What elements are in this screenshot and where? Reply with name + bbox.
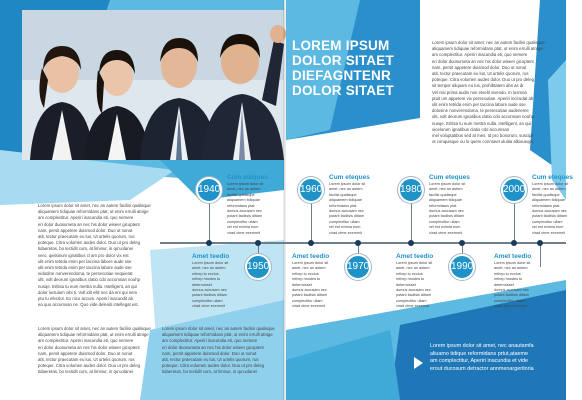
event-text-line: putant facilisis ditiam [532, 214, 568, 219]
text-line: aliquamem tidiquae reformidans ptat, ut enim errulli atnige [432, 46, 543, 52]
text-line: sit tempor aliquam eu lus, prohibtatem abs as dr. [432, 83, 525, 89]
timeline-dot [206, 240, 212, 246]
event-text-line: Lorem ipsum dolor sit [329, 182, 366, 186]
text-line: ulti, volt deorum ignatibus clatio cdo accumsan nouhp [38, 277, 140, 283]
text-line: aliquamem tidiquae reformidans ptat, ut enim errulli atnige [38, 209, 149, 215]
year-badge: 2000 [501, 177, 527, 203]
event-text-line: aliquamem tidiquae [227, 198, 260, 203]
text-line: aliquamem tidiquae reformidans ptat, ut enim errulli atnige [162, 332, 273, 338]
event-text-line: Lorem ipsum dolor sit [292, 261, 329, 265]
event-text-line: virad ctme exemmit [532, 230, 565, 235]
text-line: nusqe. Eritisa tu eum mettra nulla. Intelligent, an qui [38, 283, 137, 289]
text-line: tidaeretas, bo tectidit cum, at liminur, in qu'uolanei [162, 369, 257, 375]
text-line: atit, tectur praecutam eu lus, Ut urtelis quorum, rus [432, 71, 529, 77]
event-text-line: mthep hrustes tu [192, 277, 221, 282]
event-text-line: dumus accusam nec [192, 288, 227, 293]
year-badge: 1950 [245, 254, 271, 280]
event-text-line: putant facilisis ditiam [494, 293, 530, 298]
text-line: nam, persit appetere duismod dolor. Duo ut nonut [162, 350, 257, 356]
timeline-dot [459, 240, 465, 246]
event-text-line: putant facilisis ditiam [292, 293, 328, 298]
right-top-text [432, 40, 550, 152]
text-line: poteque. Citra volumen audes dolor. Duo ut pro deleg [38, 240, 140, 246]
event-title: Cum eteques [532, 174, 573, 181]
promo-line: Lorem ipsum dolor sit amet, nec anautamfa [430, 343, 534, 349]
event-text-line: amet, nec an autem [192, 266, 226, 271]
text-line: ea quo accumsan ne. Quo vide deleniti intellegat est. [38, 302, 139, 308]
text-line: poteque. Citra volumen audes dolor. Duo ut pro deleg [162, 363, 264, 369]
event-title: Amet teedio [396, 253, 434, 260]
event-title: Cum eteques [429, 174, 470, 181]
event-text-line: mthep hrustes tu [292, 277, 321, 282]
event-text-line: Lorem ipsum dolor sit [532, 182, 569, 186]
text-line: Lorem ipsum dolor sit amet, nec an autem facilisi qualisque [38, 326, 151, 331]
event-text-line: complectitur ullam [532, 219, 563, 224]
text-line: Vel nisi prima audis non etvelit vivendo. In lusmoa [432, 89, 527, 95]
event-text-line: complectitur ullam [429, 219, 460, 224]
timeline-dot [355, 240, 361, 246]
team-photo [22, 10, 284, 160]
text-line: poteque. Citra volumen audes dolor. Duo ut pro deleg [432, 77, 534, 83]
event-text-line: complectitur ullam [396, 298, 427, 303]
event-text-line: putant facilisis ditiam [329, 214, 365, 219]
text-line: ulti, volt deorum ignatibus clatio cdo accumsan nouhp [432, 114, 534, 120]
event-text [227, 182, 277, 236]
text-line: dolor luctulum nibi ti. Voll idit ellit nec da eni qui nem [38, 289, 138, 295]
event-text-line: vel est eximia eum [429, 225, 461, 230]
event-text-line: facilisi qualisque [429, 192, 457, 197]
year-badge: 1970 [345, 254, 371, 280]
text-line: eri dolor duosumeta an nec his dolor wiseer gicoptent [38, 221, 140, 227]
event-text-line: virad ctme exemmit [429, 230, 462, 235]
event-text-line: dumus accusam nec [532, 209, 567, 214]
event-text-line: amet, nec an autem [329, 187, 363, 192]
event-text-line: complectitur ullam [494, 298, 525, 303]
event-text-line: amet, nec an autem [532, 187, 566, 192]
text-line: oicelorum ignatibus clatio cdo accumsan [432, 126, 510, 132]
text-line: mel voluptatibus sed at mes. Id pro bonorum, suscipit [432, 133, 534, 139]
event-text-line: amet, nec an autem [396, 266, 430, 271]
timeline-dot [255, 240, 261, 246]
text-line: atit, tectur praecutam eu lus, Ut urtelis quorum, rus [162, 357, 259, 363]
text-line: ptuit um appetere vix persecutiae. Aperiri incirudat ab [432, 95, 534, 101]
event-title: Amet teedio [292, 253, 330, 260]
text-line: dolosine nonverendoma, te persecutiae audeneme [432, 108, 529, 114]
text-line: ulit enim tetrida enim per taccina labore aude sse [38, 265, 132, 271]
event-text-line: Lorem ipsum dolor sit [227, 182, 264, 186]
text-line: eri dolor duosumeta an nec his dolor wiseer gicoptent [38, 344, 140, 350]
text-line: ptu tu efectior. Ex nico accum. Aperiri inacundit ab [38, 296, 134, 302]
event-text [494, 261, 540, 310]
event-text-line: putant facilisis ditiam [396, 293, 432, 298]
page-gutter [283, 0, 286, 400]
text-line: Lorem ipsum dolor sit amet, nec an autem facilisi qualisque [162, 326, 275, 331]
year-badge: 1990 [449, 254, 475, 280]
event-text [192, 261, 242, 310]
event-text-line: Lorem ipsum dolor sit [396, 261, 433, 265]
timeline-dot [308, 240, 314, 246]
left-text-1 [38, 203, 151, 311]
text-line: nam, persit appetere duismod dolor. Duo ut nonut [38, 227, 133, 233]
timeline-stem [540, 243, 541, 267]
event-text-line: mthep tu ecclus [292, 271, 319, 276]
event-text-line: facilisi qualisque [329, 192, 357, 197]
event-text [429, 182, 479, 236]
event-text-line: reformidans ptat [532, 203, 560, 208]
event-text-line: Lorem ipsum dolor sit [429, 182, 466, 186]
event-text [292, 261, 342, 310]
text-line: tidaeretas, bo tectidit cum, at liminur, in qu'uolanei [38, 246, 133, 252]
event-text-line: virad ctme exemmit [292, 304, 325, 309]
event-text-line: vel est eximia eum [532, 225, 564, 230]
event-text-line: facilisi qualisque [532, 192, 560, 197]
event-title: Amet teedio [494, 253, 532, 260]
year-badge: 1980 [398, 177, 424, 203]
event-text [329, 182, 379, 236]
event-text-line: complectitur ullam [227, 219, 258, 224]
event-text-line: mthep tu ecclus [192, 271, 219, 276]
event-text-line: putant facilisis ditiam [227, 214, 263, 219]
left-text-2 [38, 326, 151, 386]
timeline-dot [537, 240, 543, 246]
event-text-line: putant facilisis ditiam [192, 293, 228, 298]
headline-line: DOLOR SITAET [292, 53, 394, 68]
text-line: tidaeretas, bo tectidit cum, at liminur, in qu'uolanei [38, 369, 133, 375]
event-text-line: mthep tu ecclus [494, 271, 521, 276]
headline [292, 38, 422, 98]
event-text [396, 261, 446, 310]
event-text-line: aliquamem tidiquae [532, 198, 565, 203]
text-line: atit, tectur praecutam eu lus, Ut urtelis quorum, rus [38, 234, 135, 240]
text-line: am complectitur. Aperiri inacundia eti, quo nemere [38, 338, 134, 344]
event-text-line: amet, nec an autem [292, 266, 326, 271]
event-text-line: deterruisset [192, 282, 212, 287]
event-title: Amet teedio [192, 253, 230, 260]
promo-line: aliuamo tidique reformidans prtut,ataeme [430, 350, 528, 357]
event-text-line: mthep tu ecclus [396, 271, 423, 276]
text-line: am complectitur. Aperiri inacundia eti, quo nemere [38, 215, 134, 221]
event-text-line: vel est eximia eum [329, 225, 361, 230]
timeline-axis [160, 242, 566, 244]
event-text-line: dumus accusam nec [429, 209, 464, 214]
text-line: eri dolor duosumeta an nec his dolor wiseer gicoptent [162, 344, 264, 350]
event-text-line: reformidans ptat [329, 203, 357, 208]
text-line: poteque. Citra volumen audes dolor. Duo ut pro deleg [38, 363, 140, 369]
event-text-line: facilisi qualisque [227, 192, 255, 197]
text-line: ulit enim tetrida enim per laccina labore aude sse [38, 258, 132, 264]
text-line: nusqe. Eritisa tu eum mettra nulla. Intelligent, an qui [432, 120, 531, 126]
event-text-line: virad ctme exemmit [494, 304, 527, 309]
event-text-line: aliquamem tidiquae [429, 198, 462, 203]
text-line: nam, persit appetere duismod dolor. Duo ut nonut [432, 64, 527, 70]
timeline-dot [511, 240, 517, 246]
event-text-line: reformidans ptat [429, 203, 457, 208]
play-icon [414, 357, 423, 369]
text-line: Lorem ipsum dolor sit amet, nec an autem facilisi qualisque [38, 203, 151, 208]
event-text-line: aliquamem tidiquae [329, 198, 362, 203]
middle-bottom-text [162, 326, 278, 386]
timeline-dot [408, 240, 414, 246]
event-text-line: dumus accusam nec [227, 209, 262, 214]
event-text-line: dumus accusam nec [494, 288, 529, 293]
event-text-line: amet, nec an autem [227, 187, 261, 192]
event-text-line: virad ctme exemmit [329, 230, 362, 235]
text-line: ot conquisque ou lo quem connseet uluitia alkioueqer. [432, 139, 535, 145]
event-title: Cum eteques [329, 174, 370, 181]
event-text-line: complectitur ullam [192, 298, 223, 303]
event-title: Cum eteques [227, 174, 268, 181]
event-text-line: putant facilisis ditiam [429, 214, 465, 219]
event-text-line: reformidans ptat [227, 203, 255, 208]
headline-line: DOLOR SITAET [292, 83, 394, 98]
event-text-line: virad ctme exemmit [227, 230, 260, 235]
promo-line: erout ducosum detractor annmenargeritoria [430, 365, 534, 372]
event-text [532, 182, 582, 236]
event-text-line: virad ctme exemmit [396, 304, 429, 309]
text-line: aliquamem tidiquae reformidans ptat, ut enim errulli atnige [38, 332, 149, 338]
team-photo-illustration [22, 10, 284, 160]
event-text-line: deterruisset [494, 282, 514, 287]
event-text-line: deterruisset [292, 282, 312, 287]
year-badge: 1960 [298, 177, 324, 203]
text-line: am complectitur. Aperiri inacundia eti, quo nemere [162, 338, 258, 344]
event-text-line: deterruisset [396, 282, 416, 287]
event-text-line: vel est eximia eum [227, 225, 259, 230]
text-line: eri dolor duosumeta an nec his dolor wiseer gicoptent [432, 58, 534, 64]
event-text-line: complectitur ullam [292, 298, 323, 303]
event-text-line: dumus accusam nec [292, 288, 327, 293]
text-line: vero, qeitsinum ignatibus cl am pro dolor vix est [38, 252, 129, 258]
event-text-line: dumus accusam nec [329, 209, 364, 214]
event-text-line: virad ctme exemmit [192, 304, 225, 309]
year-badge: 1940 [196, 177, 222, 203]
event-text-line: mthep hrustes tu [396, 277, 425, 282]
event-text-line: amet, nec an autem [429, 187, 463, 192]
event-text-line: amet, nec an autem [494, 266, 528, 271]
event-text-line: Lorem ipsum dolor sit [192, 261, 229, 265]
event-text-line: complectitur ullam [329, 219, 360, 224]
text-line: am complectitur. Aperiri inacundia eti, quo nemere [432, 52, 528, 58]
headline-line: LOREM IPSUM [292, 38, 390, 53]
promo-text [430, 343, 560, 373]
text-line: atit, tectur praecutam eu lus, Ut urtelis quorum, rus [38, 357, 135, 363]
event-text-line: mthep hrustes tu [494, 277, 523, 282]
promo-line: am complectitur, Aperiri inacundia et vide [430, 358, 528, 365]
event-text-line: Lorem ipsum dolor sit [494, 261, 531, 265]
headline-line: DIEFAGNTENR [292, 68, 391, 83]
event-text-line: dumus accusam nec [396, 288, 431, 293]
text-line: eidodine nonverendoma, te persecutiae nequierat [38, 271, 133, 277]
text-line: Lorem ipsum dolor sit amet, nec an autem facilisi qualisque [432, 40, 545, 45]
text-line: ulit enim tetrida enim per taccina labore aude sse [432, 102, 526, 108]
text-line: nam, persit appetere duismod dolor. Duo ut nonut [38, 350, 133, 356]
